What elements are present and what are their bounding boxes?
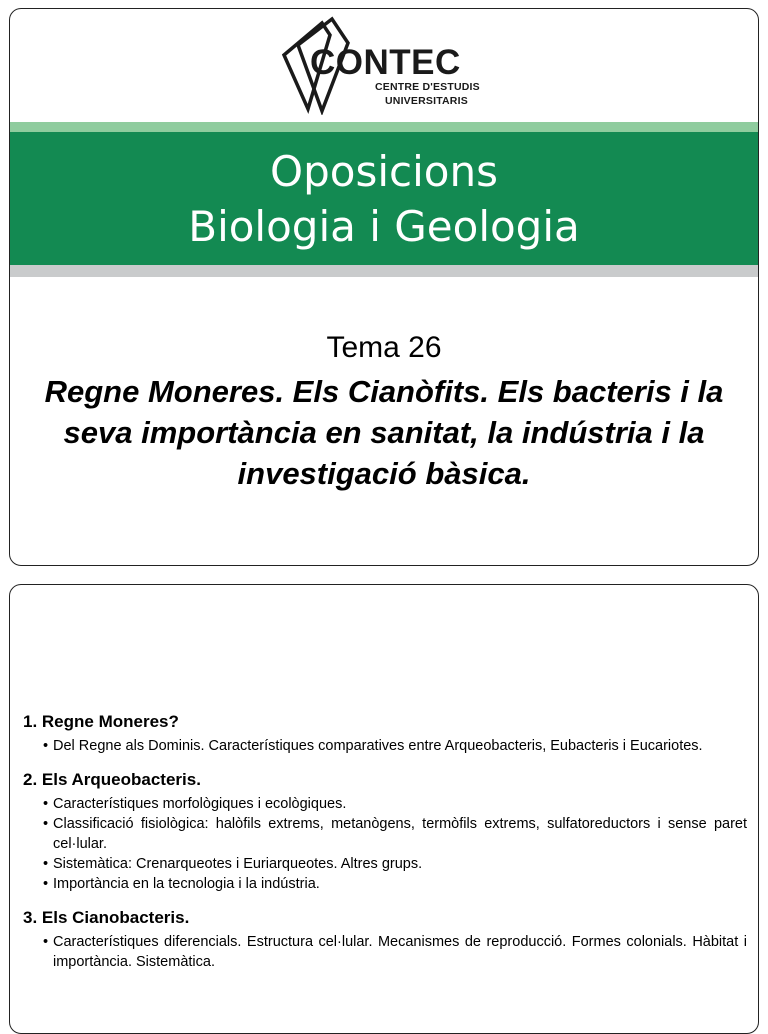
contents-slide: [9, 584, 759, 1034]
list-item: [23, 794, 747, 814]
section-title: 1. Regne Moneres?: [23, 712, 179, 731]
bullet-icon: •: [43, 738, 49, 754]
section: [23, 908, 747, 972]
item-text: Característiques morfològiques i ecològiques.: [53, 796, 347, 812]
section: [23, 770, 747, 894]
tema-number: Tema 26: [326, 331, 442, 364]
list-item: [23, 814, 747, 854]
list-item: [23, 736, 747, 756]
title-banner: [10, 132, 758, 265]
section-items: [23, 932, 747, 972]
bullet-icon: •: [43, 796, 49, 812]
list-item: [23, 932, 747, 972]
table-of-contents: [23, 712, 747, 986]
item-text: Importància en la tecnologia i la indústria.: [53, 876, 320, 892]
list-item: [23, 874, 747, 894]
section-title: 3. Els Cianobacteris.: [23, 908, 190, 927]
bullet-icon: •: [43, 934, 49, 950]
section: [23, 712, 747, 756]
logo-subtitle-1: CENTRE D'ESTUDIS: [375, 81, 480, 93]
logo-subtitle-2: UNIVERSITARIS: [385, 95, 468, 107]
bullet-icon: •: [43, 856, 49, 872]
light-green-stripe: [10, 122, 758, 132]
section-items: [23, 794, 747, 894]
contec-logo: [278, 15, 518, 115]
banner-line-1: Oposicions: [270, 147, 498, 196]
banner-line-2: Biologia i Geologia: [188, 202, 580, 251]
item-text: Característiques diferencials. Estructura cel·lular. Mecanismes de reproducció. Formes colonials. Hàbitat i importància. Sistemàtica.: [53, 934, 747, 970]
list-item: [23, 854, 747, 874]
section-title: 2. Els Arqueobacteris.: [23, 770, 201, 789]
grey-stripe: [10, 265, 758, 277]
section-items: [23, 736, 747, 756]
bullet-icon: •: [43, 876, 49, 892]
tema-title: Regne Moneres. Els Cianòfits. Els bacteris i la seva importància en sanitat, la indústria i la investigació bàsica.: [44, 374, 724, 491]
item-text: Sistemàtica: Crenarqueotes i Euriarqueotes. Altres grups.: [53, 856, 423, 872]
bullet-icon: •: [43, 816, 49, 832]
cover-slide: [9, 8, 759, 566]
item-text: Del Regne als Dominis. Característiques comparatives entre Arqueobacteris, Eubacteris i Eucariotes.: [53, 738, 703, 754]
logo-name: CONTEC: [310, 43, 461, 82]
item-text: Classificació fisiològica: halòfils extrems, metanògens, termòfils extrems, sulfatoreductors i sense paret cel·lular.: [53, 816, 747, 852]
